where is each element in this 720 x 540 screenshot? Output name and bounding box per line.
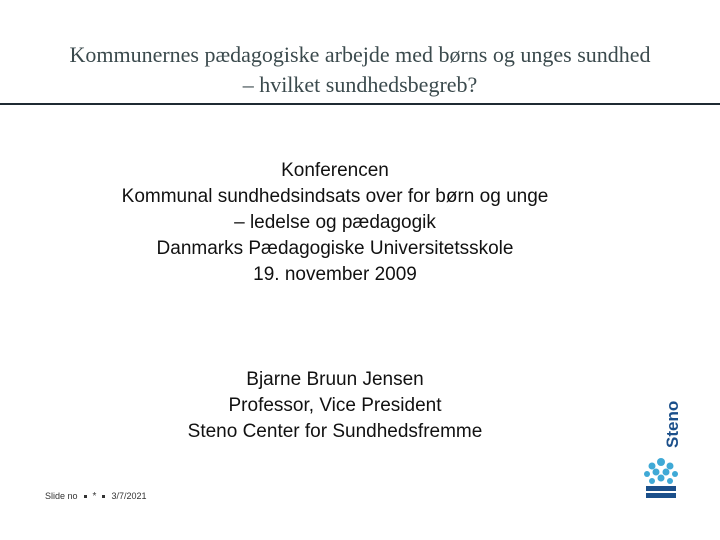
- conference-date: 19. november 2009: [253, 264, 417, 285]
- footer-date: 3/7/2021: [111, 491, 147, 501]
- conference-line: Danmarks Pædagogiske Universitetsskole: [156, 238, 514, 259]
- speaker-affiliation: Steno Center for Sundhedsfremme: [187, 421, 483, 442]
- speaker-block: [0, 367, 670, 445]
- conference-line: Kommunal sundhedsindsats over for børn og unge: [121, 186, 549, 207]
- conference-block: [0, 158, 670, 288]
- slide-title: [0, 40, 720, 100]
- title-line-2: – hvilket sundhedsbegreb?: [242, 72, 478, 97]
- speaker-title: Professor, Vice President: [228, 395, 442, 416]
- steno-logo-wordmark: [648, 400, 688, 450]
- speaker-name: Bjarne Bruun Jensen: [246, 369, 424, 390]
- conference-line: – ledelse og pædagogik: [234, 212, 436, 233]
- slide-number-label: Slide no: [45, 491, 78, 501]
- bullet-icon: [102, 495, 105, 498]
- conference-line: Konferencen: [281, 160, 389, 181]
- slide-number-placeholder: *: [92, 490, 97, 502]
- bullet-icon: [84, 495, 87, 498]
- title-line-1: Kommunernes pædagogiske arbejde med børns og unges sundhed: [69, 42, 651, 67]
- slide-footer: [45, 491, 146, 501]
- logo-text: Steno: [663, 400, 682, 448]
- steno-logo-icon: [641, 456, 681, 500]
- title-divider: [0, 103, 720, 105]
